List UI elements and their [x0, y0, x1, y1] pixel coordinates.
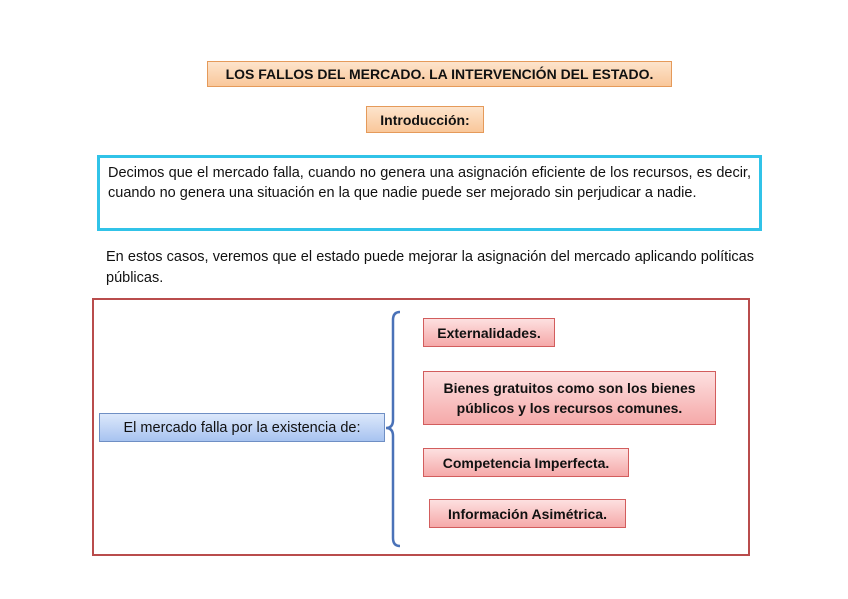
item-bienes-gratuitos: Bienes gratuitos como son los bienes públicos y los recursos comunes.: [423, 371, 716, 425]
item-externalidades: Externalidades.: [423, 318, 555, 347]
item-competencia-imperfecta: Competencia Imperfecta.: [423, 448, 629, 477]
explanation-paragraph: En estos casos, veremos que el estado puede mejorar la asignación del mercado aplicando políticas públicas.: [106, 249, 754, 286]
diagram-main-label: El mercado falla por la existencia de:: [99, 413, 385, 442]
item-informacion-asimetrica: Información Asimétrica.: [429, 499, 626, 528]
page-title: LOS FALLOS DEL MERCADO. LA INTERVENCIÓN DEL ESTADO.: [207, 61, 672, 87]
definition-box: Decimos que el mercado falla, cuando no genera una asignación eficiente de los recursos, es decir, cuando no genera una situación en la que nadie puede ser mejorado sin perjudicar a nadie.: [97, 155, 762, 231]
intro-heading: Introducción:: [366, 106, 484, 133]
curly-brace-icon: [384, 310, 404, 548]
